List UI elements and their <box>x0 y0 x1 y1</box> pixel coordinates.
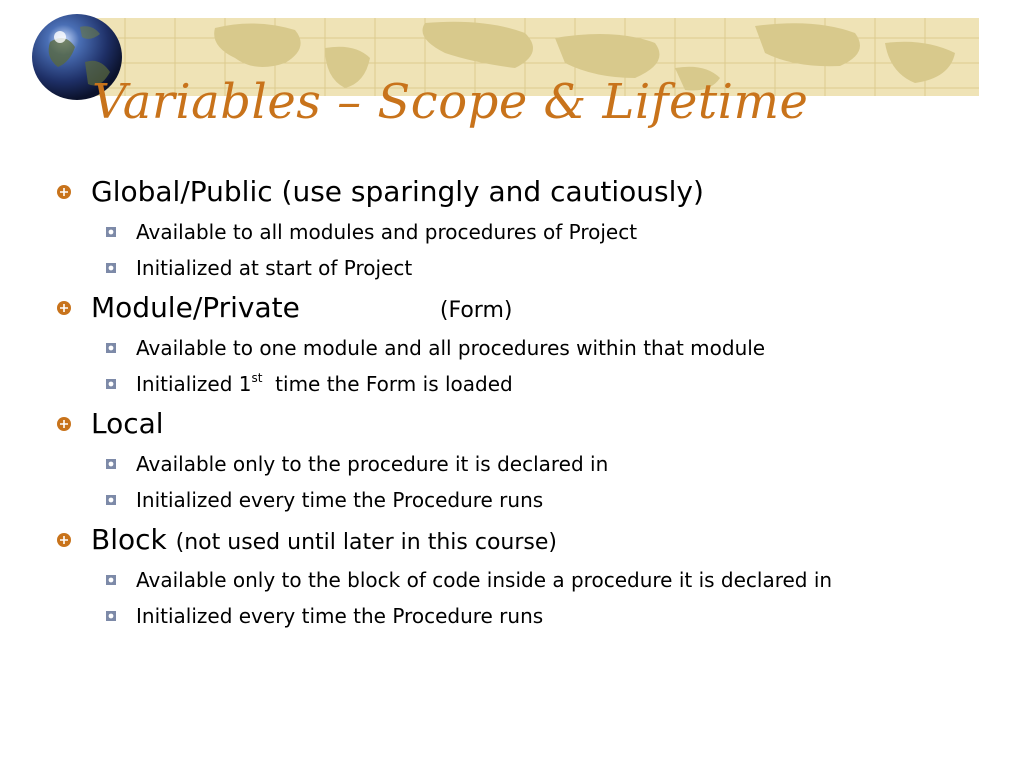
ordinal-suffix: st <box>251 371 263 385</box>
sub-bullet-text: Initialized every time the Procedure runs <box>136 488 544 512</box>
sub-bullet <box>56 222 1006 242</box>
bullet-block <box>56 523 1006 556</box>
bullet-note: (use sparingly and cautiously) <box>281 175 704 208</box>
sub-bullet <box>56 606 1006 626</box>
sub-bullet-text: Available only to the block of code inside a procedure it is declared in <box>136 568 833 592</box>
bullet-head: Module/Private <box>91 291 300 324</box>
sub-bullet <box>56 258 1006 278</box>
sub-bullet-text: Available to all modules and procedures of Project <box>136 220 638 244</box>
sub-bullet-text: Initialized every time the Procedure runs <box>136 604 544 628</box>
bullet-square-icon <box>106 459 116 469</box>
bullet-circle-icon <box>56 532 72 548</box>
sub-bullet-text: Available to one module and all procedures within that module <box>136 336 766 360</box>
bullet-head: Local <box>91 407 164 440</box>
bullet-local <box>56 407 1006 440</box>
bullet-square-icon <box>106 263 116 273</box>
slide-title: Variables – Scope & Lifetime <box>92 74 809 130</box>
sub-bullet-text: time the Form is loaded <box>275 372 513 396</box>
bullet-circle-icon <box>56 416 72 432</box>
sub-bullet <box>56 490 1006 510</box>
sub-bullet-text: Initialized at start of Project <box>136 256 413 280</box>
bullet-square-icon <box>106 495 116 505</box>
bullet-square-icon <box>106 343 116 353</box>
bullet-circle-icon <box>56 184 72 200</box>
bullet-square-icon <box>106 379 116 389</box>
bullet-global-public <box>56 175 1006 208</box>
sub-bullet <box>56 454 1006 474</box>
sub-bullet <box>56 570 1006 590</box>
bullet-square-icon <box>106 227 116 237</box>
sub-bullet <box>56 338 1006 358</box>
bullet-square-icon <box>106 575 116 585</box>
bullet-list <box>56 175 1006 642</box>
bullet-circle-icon <box>56 300 72 316</box>
bullet-note: (not used until later in this course) <box>175 530 557 555</box>
sub-bullet-text: Initialized 1 <box>136 372 252 396</box>
sub-bullet-text: Available only to the procedure it is declared in <box>136 452 609 476</box>
bullet-module-private <box>56 291 1006 324</box>
sub-bullet <box>56 371 1006 396</box>
bullet-head: Global/Public <box>91 175 273 208</box>
bullet-head: Block <box>91 523 167 556</box>
bullet-note: (Form) <box>439 298 513 323</box>
bullet-square-icon <box>106 611 116 621</box>
